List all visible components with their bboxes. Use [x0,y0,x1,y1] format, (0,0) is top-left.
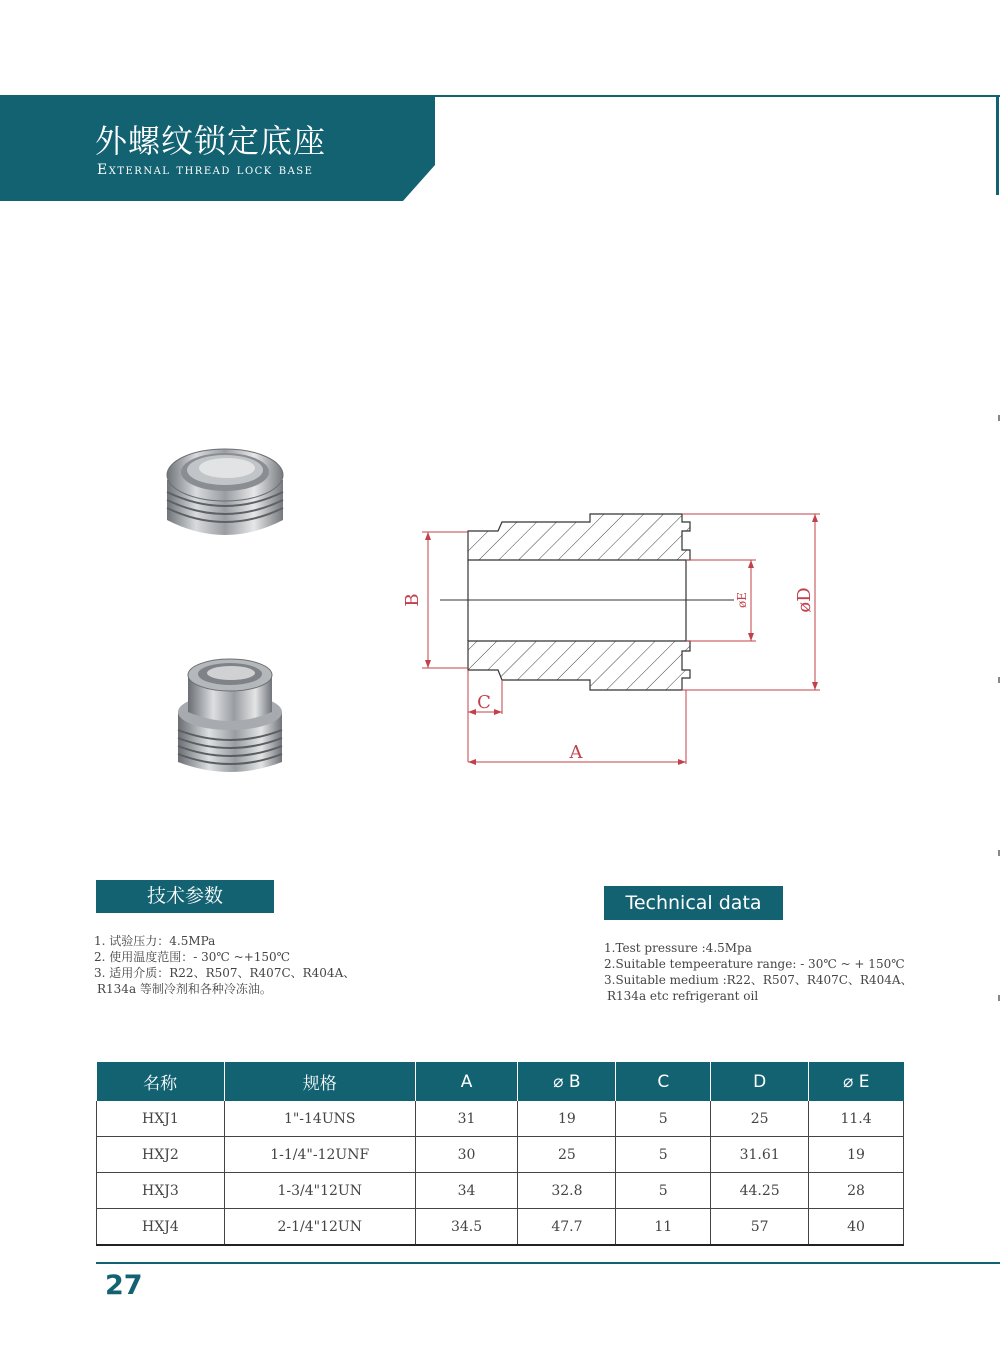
column-header-e: ⌀ E [809,1062,904,1101]
technical-drawing [400,500,840,780]
page-title-cn: 外螺纹锁定底座 [95,122,327,160]
column-header-name: 名称 [97,1062,225,1101]
product-photo-bottom [170,650,290,780]
table-cell: 57 [711,1209,809,1246]
page-number: 27 [105,1270,143,1301]
table-cell: HXJ3 [97,1173,225,1209]
dimension-label-a: A [569,742,583,763]
spec-line: 1. 试验压力：4.5MPa [94,934,216,948]
dimension-label-b: B [402,593,423,607]
spec-table [96,1062,904,1246]
table-cell: 32.8 [518,1173,616,1209]
table-cell: 5 [616,1101,711,1137]
table-cell: HXJ1 [97,1101,225,1137]
table-cell: HXJ4 [97,1209,225,1246]
table-cell: 31 [415,1101,518,1137]
spec-line: 1.Test pressure :4.5Mpa [604,941,752,955]
table-cell: 31.61 [711,1137,809,1173]
column-header-c: C [616,1062,711,1101]
table-cell: 1"-14UNS [224,1101,415,1137]
spec-line: 2. 使用温度范围：- 30℃ ~+150℃ [94,950,291,964]
table-cell: 34.5 [415,1209,518,1246]
table-row [97,1173,904,1209]
column-header-a: A [415,1062,518,1101]
table-cell: 19 [518,1101,616,1137]
table-cell: 2-1/4"12UN [224,1209,415,1246]
spec-list-cn [94,933,355,997]
dimension-label-d: øD [794,587,815,613]
table-cell: 5 [616,1173,711,1209]
header-rule [435,95,1000,97]
table-cell: 44.25 [711,1173,809,1209]
table-cell: 11.4 [809,1101,904,1137]
table-cell: 30 [415,1137,518,1173]
page-title-en: External thread lock base [97,162,314,178]
header-notch [403,165,435,201]
spec-line: 3. 适用介质：R22、R507、R407C、R404A、 [94,966,356,980]
footer-rule [96,1262,1000,1264]
table-cell: 34 [415,1173,518,1209]
column-header-b: ⌀ B [518,1062,616,1101]
column-header-d: D [711,1062,809,1101]
table-cell: 47.7 [518,1209,616,1246]
table-cell: HXJ2 [97,1137,225,1173]
table-header-row [97,1062,904,1101]
table-cell: 25 [518,1137,616,1173]
product-photo-top [155,440,295,550]
spec-list-en [604,940,913,1004]
dimension-label-e: øE [735,592,749,608]
table-cell: 19 [809,1137,904,1173]
table-cell: 1-3/4"12UN [224,1173,415,1209]
table-cell: 25 [711,1101,809,1137]
table-row [97,1137,904,1173]
spec-line: 2.Suitable tempeerature range: - 30℃ ~ + 150℃ [604,957,905,971]
column-header-spec: 规格 [224,1062,415,1101]
table-cell: 28 [809,1173,904,1209]
table-row [97,1101,904,1137]
table-cell: 5 [616,1137,711,1173]
dimension-label-c: C [477,692,491,713]
spec-line: 3.Suitable medium :R22、R507、R407C、R404A、 [604,973,913,987]
table-cell: 1-1/4"-12UNF [224,1137,415,1173]
spec-line: R134a 等制冷剂和各种冷冻油。 [97,982,272,996]
spec-heading-en: Technical data [604,886,783,920]
table-cell: 11 [616,1209,711,1246]
spec-line: R134a etc refrigerant oil [607,989,759,1003]
spec-heading-cn: 技术参数 [96,880,274,913]
header-edge-bar [996,95,999,195]
table-row [97,1209,904,1246]
table-cell: 40 [809,1209,904,1246]
